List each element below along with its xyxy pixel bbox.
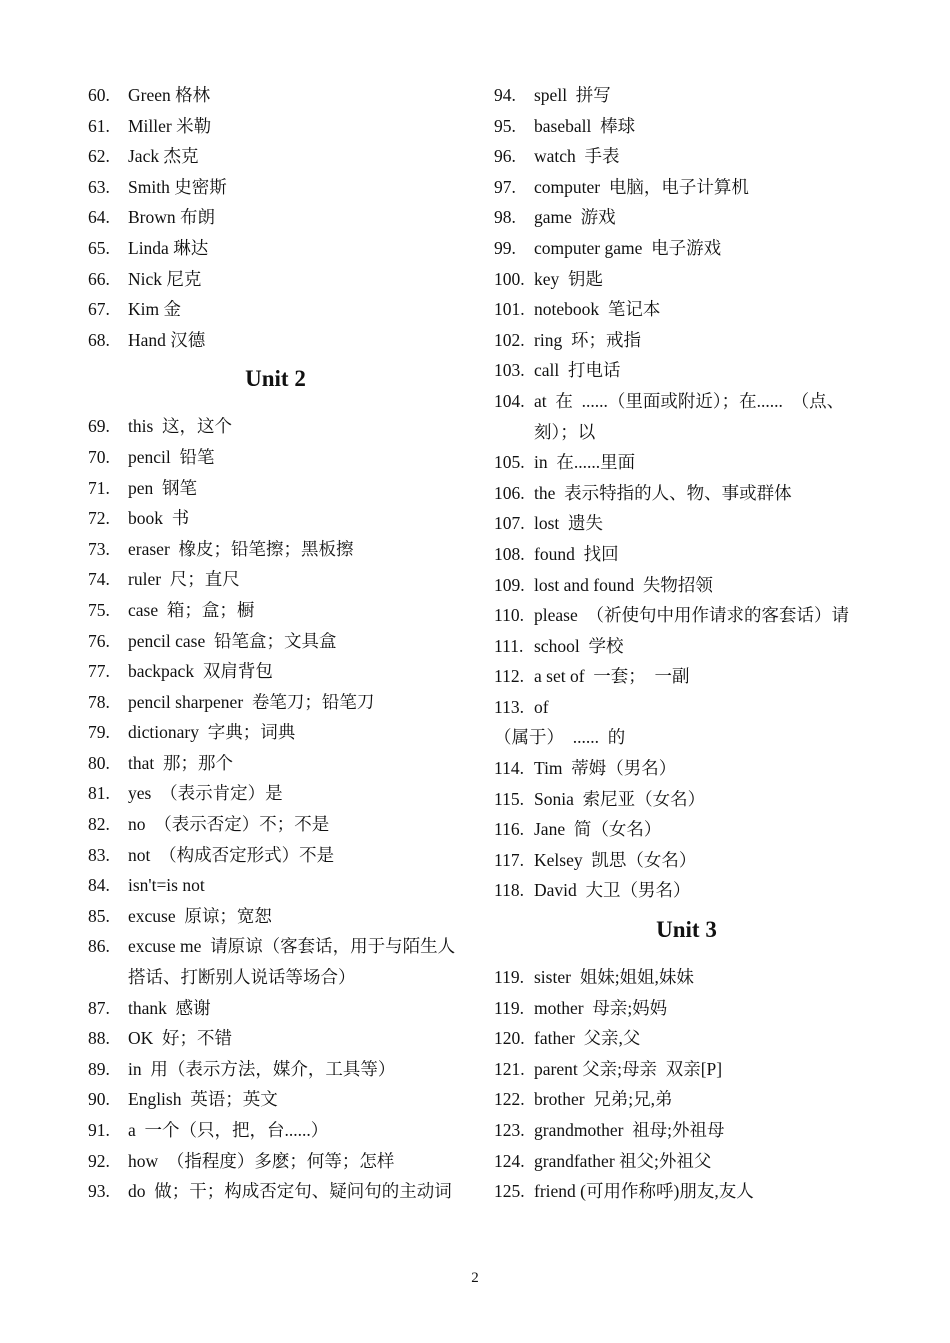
- entry-text: English 英语；英文: [128, 1089, 278, 1110]
- entry-text: baseball 棒球: [534, 115, 636, 136]
- entry-text: key 钥匙: [534, 268, 604, 289]
- entry-text: that 那；那个: [128, 752, 233, 773]
- entry-number: 73.: [88, 538, 110, 559]
- entry-text: pencil sharpener 卷笔刀；铅笔刀: [128, 691, 375, 712]
- entry-text: the 表示特指的人、物、事或群体: [534, 482, 792, 503]
- entry-number: 85.: [88, 905, 110, 926]
- vocab-entry: [494, 172, 879, 203]
- entry-number: 93.: [88, 1181, 110, 1202]
- vocab-entry: [494, 1023, 879, 1054]
- entry-text: of: [534, 696, 549, 717]
- entry-number: 97.: [494, 176, 516, 197]
- vocab-list-unit2: [88, 411, 463, 1206]
- entry-text: call 打电话: [534, 360, 621, 381]
- vocab-entry: [494, 993, 879, 1024]
- vocab-entry: [88, 1023, 463, 1054]
- vocab-entry: [88, 1084, 463, 1115]
- entry-number: 62.: [88, 146, 110, 167]
- entry-text: book 书: [128, 508, 190, 529]
- entry-number: 108.: [494, 543, 525, 564]
- entry-text: do 做；干；构成否定句、疑问句的主动词: [128, 1181, 452, 1202]
- entry-text: Sonia 索尼亚（女名）: [534, 788, 706, 809]
- vocab-entry: [494, 141, 879, 172]
- entry-number: 61.: [88, 115, 110, 136]
- entry-number: 94.: [494, 85, 516, 105]
- entry-number: 109.: [494, 574, 525, 595]
- vocab-entry: [88, 595, 463, 626]
- vocab-entry: [88, 626, 463, 657]
- vocab-entry: [494, 294, 879, 325]
- entry-text: in 用（表示方法，媒介，工具等）: [128, 1058, 396, 1079]
- entry-text: David 大卫（男名）: [534, 880, 691, 901]
- entry-text: notebook 笔记本: [534, 299, 661, 320]
- entry-text: Kim 金: [128, 299, 181, 320]
- entry-number: 65.: [88, 237, 110, 258]
- vocab-entry: [88, 564, 463, 595]
- entry-number: 104.: [494, 390, 525, 411]
- entry-number: 77.: [88, 661, 110, 682]
- vocab-entry: [88, 111, 463, 142]
- entry-number: 89.: [88, 1058, 110, 1079]
- vocab-entry: [494, 386, 879, 447]
- entry-text: at 在 ......（里面或附近）；在...... （点、刻）；以: [534, 390, 845, 442]
- entry-number: 80.: [88, 752, 110, 773]
- vocab-entry: [494, 600, 879, 631]
- entry-number: 60.: [88, 85, 110, 105]
- entry-text: pencil 铅笔: [128, 446, 215, 467]
- vocab-entry: [88, 294, 463, 325]
- entry-text: this 这，这个: [128, 416, 233, 437]
- entry-text: Linda 琳达: [128, 237, 209, 258]
- entry-number: 100.: [494, 268, 525, 289]
- entry-text: grandfather 祖父;外祖父: [534, 1150, 712, 1171]
- vocab-entry: [494, 1115, 879, 1146]
- entry-number: 102.: [494, 329, 525, 350]
- entry-number: 91.: [88, 1120, 110, 1140]
- entry-number: 90.: [88, 1089, 110, 1110]
- entry-text: ruler 尺；直尺: [128, 569, 240, 590]
- entry-text: lost 遗失: [534, 513, 604, 534]
- vocab-entry: [88, 233, 463, 264]
- entry-text: pen 钢笔: [128, 477, 198, 498]
- entry-number: 96.: [494, 146, 516, 167]
- vocab-entry: [88, 993, 463, 1024]
- vocab-entry: [88, 80, 463, 111]
- entry-text: dictionary 字典；词典: [128, 722, 296, 743]
- entry-text: OK 好；不错: [128, 1028, 233, 1049]
- entry-number: 88.: [88, 1028, 110, 1049]
- entry-text: pencil case 铅笔盒；文具盒: [128, 630, 337, 651]
- entry-number: 105.: [494, 452, 525, 473]
- vocab-entry: [88, 656, 463, 687]
- entry-text: computer 电脑，电子计算机: [534, 176, 749, 197]
- entry-number: 79.: [88, 722, 110, 743]
- vocab-entry: [494, 539, 879, 570]
- vocab-entry: [494, 447, 879, 478]
- entry-number: 76.: [88, 630, 110, 651]
- vocab-entry: [88, 931, 463, 992]
- vocab-entry: [494, 1176, 879, 1207]
- entry-text: yes （表示肯定）是: [128, 783, 283, 804]
- vocab-entry: [88, 202, 463, 233]
- entry-text: computer game 电子游戏: [534, 237, 722, 258]
- entry-number: 113.: [494, 696, 524, 717]
- vocab-entry: [494, 1084, 879, 1115]
- entry-number: 120.: [494, 1028, 525, 1049]
- entry-number: 112.: [494, 666, 524, 687]
- vocab-entry: [494, 631, 879, 662]
- entry-text: game 游戏: [534, 207, 616, 228]
- vocab-entry: [88, 172, 463, 203]
- page-number: 2: [471, 1270, 479, 1286]
- entry-text: brother 兄弟;兄,弟: [534, 1089, 673, 1110]
- vocab-entry: [88, 264, 463, 295]
- entry-text: Jack 杰克: [128, 146, 199, 167]
- vocab-entry: [88, 411, 463, 442]
- entry-text: found 找回: [534, 543, 619, 564]
- entry-text: Kelsey 凯思（女名）: [534, 849, 697, 870]
- entry-text: in 在......里面: [534, 452, 636, 473]
- entry-number: 86.: [88, 936, 110, 957]
- entry-number: 99.: [494, 237, 516, 258]
- vocab-entry: [88, 717, 463, 748]
- vocab-entry: [88, 141, 463, 172]
- entry-number: 125.: [494, 1181, 525, 1202]
- vocab-list-unit2-names: [494, 753, 879, 906]
- vocab-entry: [494, 1146, 879, 1177]
- entry-number: 101.: [494, 299, 525, 320]
- vocab-entry: [494, 753, 879, 784]
- vocab-entry: [88, 503, 463, 534]
- entry-number: 63.: [88, 176, 110, 197]
- entry-text: eraser 橡皮；铅笔擦；黑板擦: [128, 538, 354, 559]
- entry-number: 68.: [88, 329, 110, 350]
- entry-number: 83.: [88, 844, 110, 865]
- entry-number: 121.: [494, 1058, 525, 1079]
- entry-number: 117.: [494, 849, 524, 870]
- vocab-entry: [88, 442, 463, 473]
- entry-number: 123.: [494, 1120, 525, 1140]
- entry-number: 114.: [494, 758, 524, 779]
- vocab-entry: [494, 875, 879, 906]
- vocab-list-unit2-cont: [494, 80, 879, 722]
- entry-text: no （表示否定）不；不是: [128, 814, 330, 835]
- entry-text: school 学校: [534, 635, 624, 656]
- vocab-entry: [88, 748, 463, 779]
- vocab-entry: [88, 473, 463, 504]
- unit-heading: Unit 3: [656, 917, 717, 943]
- entry-number: 115.: [494, 788, 524, 809]
- entry-number: 84.: [88, 875, 110, 896]
- entry-number: 64.: [88, 207, 110, 228]
- entry-number: 122.: [494, 1089, 525, 1110]
- left-column: [88, 80, 463, 1207]
- entry-number: 78.: [88, 691, 110, 712]
- entry-text: isn't=is not: [128, 875, 205, 896]
- entry-number: 81.: [88, 783, 110, 804]
- vocab-entry: [494, 111, 879, 142]
- entry-text: backpack 双肩背包: [128, 661, 273, 682]
- vocab-entry: [494, 962, 879, 993]
- vocab-entry: [494, 202, 879, 233]
- entry-number: 75.: [88, 599, 110, 620]
- entry-text: father 父亲,父: [534, 1028, 641, 1049]
- vocab-entry: [88, 1115, 463, 1146]
- vocab-entry: [88, 687, 463, 718]
- entry-text: spell 拼写: [534, 85, 611, 105]
- vocab-entry: [494, 570, 879, 601]
- entry-text: Green 格林: [128, 85, 211, 105]
- vocab-entry: [494, 1054, 879, 1085]
- entry-number: 87.: [88, 997, 110, 1018]
- entry-text: lost and found 失物招领: [534, 574, 713, 595]
- entry-text: Hand 汉德: [128, 329, 206, 350]
- entry-text: Jane 简（女名）: [534, 819, 662, 840]
- vocab-entry: [494, 355, 879, 386]
- entry-text: sister 姐妹;姐姐,妹妹: [534, 967, 694, 988]
- entry-text: mother 母亲;妈妈: [534, 997, 668, 1018]
- vocab-entry: [494, 508, 879, 539]
- vocab-entry: [494, 80, 879, 111]
- entry-number: 72.: [88, 508, 110, 529]
- vocab-entry: [494, 845, 879, 876]
- entry-text: Smith 史密斯: [128, 176, 227, 197]
- entry-number: 103.: [494, 360, 525, 381]
- vocab-entry: [494, 814, 879, 845]
- entry-number: 107.: [494, 513, 525, 534]
- entry-number: 118.: [494, 880, 524, 901]
- vocab-list-unit1-tail: [88, 80, 463, 355]
- entry-number: 71.: [88, 477, 110, 498]
- entry-text: grandmother 祖母;外祖母: [534, 1120, 725, 1140]
- vocab-entry: [88, 534, 463, 565]
- entry-text: excuse 原谅；宽恕: [128, 905, 272, 926]
- vocab-entry: [88, 325, 463, 356]
- vocab-entry: [494, 784, 879, 815]
- entry-text: case 箱；盒；橱: [128, 599, 255, 620]
- entry-text: Brown 布朗: [128, 207, 216, 228]
- entry-number: 82.: [88, 814, 110, 835]
- entry-number: 124.: [494, 1150, 525, 1171]
- entry-text: parent 父亲;母亲 双亲[P]: [534, 1058, 723, 1079]
- entry-number: 70.: [88, 446, 110, 467]
- entry-number: 106.: [494, 482, 525, 503]
- entry-text: a 一个（只，把，台......）: [128, 1120, 329, 1140]
- vocab-entry: [88, 1054, 463, 1085]
- entry-text: friend (可用作称呼)朋友,友人: [534, 1181, 754, 1202]
- vocab-entry: [88, 1146, 463, 1177]
- entry-number: 92.: [88, 1150, 110, 1171]
- vocab-entry: [88, 870, 463, 901]
- vocab-entry: [494, 264, 879, 295]
- unit-heading: Unit 2: [245, 366, 306, 392]
- entry-text: excuse me 请原谅（客套话，用于与陌生人搭话、打断别人说话等场合）: [128, 936, 456, 988]
- vocab-entry: [494, 325, 879, 356]
- entry-number: 110.: [494, 605, 524, 626]
- entry-text: a set of 一套； 一副: [534, 666, 690, 687]
- entry-text: Miller 米勒: [128, 115, 212, 136]
- vocab-entry: [88, 840, 463, 871]
- vocab-entry: [88, 778, 463, 809]
- entry-text: ring 环；戒指: [534, 329, 641, 350]
- entry-number: 116.: [494, 819, 524, 840]
- entry-number: 95.: [494, 115, 516, 136]
- entry-text: watch 手表: [534, 146, 620, 167]
- entry-number: 119.: [494, 967, 524, 988]
- entry-text: Nick 尼克: [128, 268, 202, 289]
- entry-number: 119.: [494, 997, 524, 1018]
- vocab-entry: [494, 692, 879, 723]
- entry-number: 69.: [88, 416, 110, 437]
- vocab-entry: [494, 661, 879, 692]
- vocab-entry: [88, 809, 463, 840]
- entry-text: please （祈使句中用作请求的客套话）请: [534, 605, 849, 626]
- entry-number: 67.: [88, 299, 110, 320]
- entry-number: 111.: [494, 635, 524, 656]
- entry-text: thank 感谢: [128, 997, 211, 1018]
- vocab-continuation: （属于） ...... 的: [494, 727, 626, 748]
- entry-number: 98.: [494, 207, 516, 228]
- vocab-list-unit3: [494, 962, 879, 1207]
- entry-number: 74.: [88, 569, 110, 590]
- vocab-entry: [88, 1176, 463, 1207]
- entry-number: 66.: [88, 268, 110, 289]
- entry-text: how （指程度）多麽；何等；怎样: [128, 1150, 395, 1171]
- vocab-entry: [494, 233, 879, 264]
- vocab-entry: [494, 478, 879, 509]
- entry-text: not （构成否定形式）不是: [128, 844, 335, 865]
- vocab-entry: [88, 901, 463, 932]
- entry-text: Tim 蒂姆（男名）: [534, 758, 677, 779]
- right-column: [494, 80, 879, 1207]
